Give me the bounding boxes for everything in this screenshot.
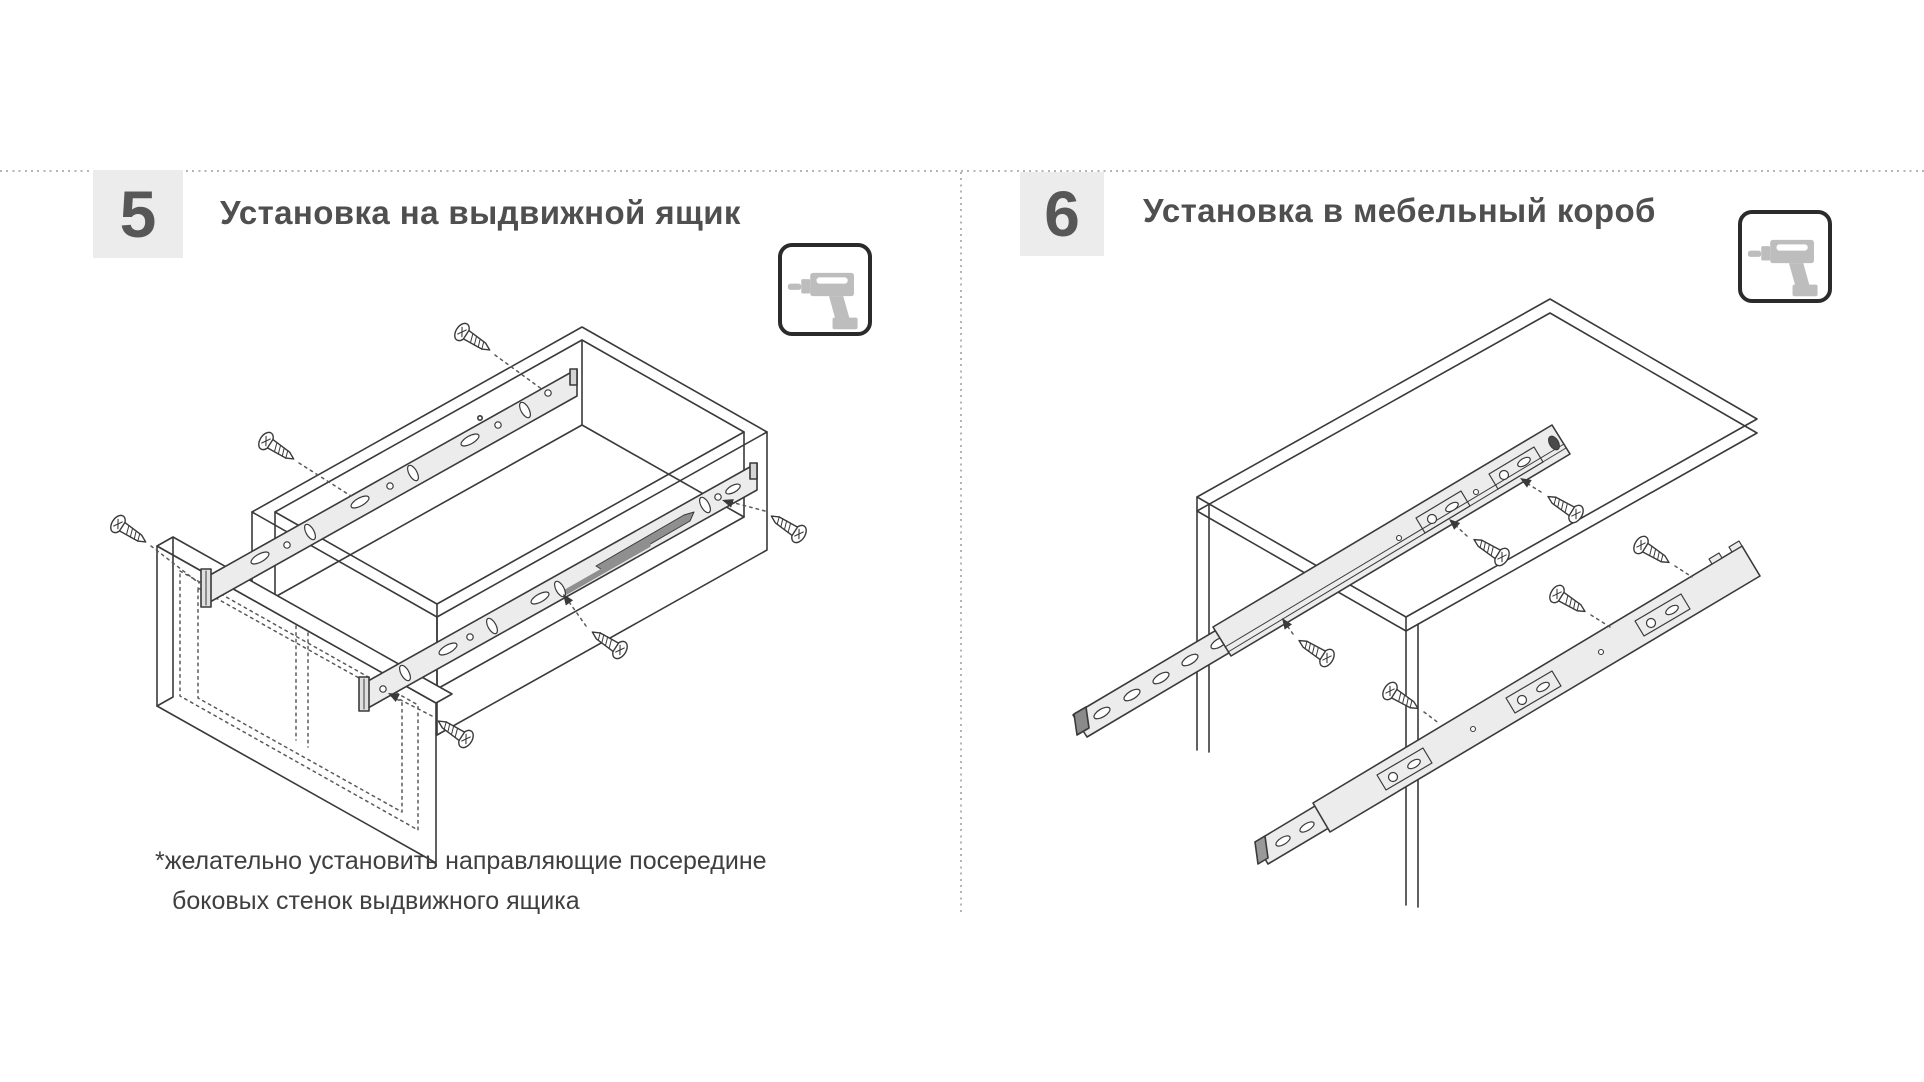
- screw-icon: [452, 321, 495, 358]
- drawer-installation-diagram: [80, 250, 840, 890]
- footnote-line-2: боковых стенок выдвижного ящика: [172, 887, 580, 915]
- screw-icon: [1631, 534, 1674, 571]
- screw-icon: [766, 508, 809, 545]
- screw-icon: [1547, 583, 1590, 620]
- footnote: [155, 841, 767, 921]
- footnote-line-1: *желательно установить направляющие посередине: [155, 847, 767, 875]
- screw-icon: [256, 430, 299, 467]
- cabinet-installation-diagram: [960, 230, 1924, 930]
- step-5-badge: [93, 170, 183, 258]
- step-5-number: 5: [119, 177, 157, 251]
- step-5-title: Установка на выдвижной ящик: [220, 194, 741, 231]
- screw-icon: [1294, 632, 1337, 669]
- screw-icon: [108, 513, 151, 550]
- screw-icon: [1380, 680, 1423, 717]
- step-6-number: 6: [1044, 178, 1080, 250]
- step-6-title: Установка в мебельный короб: [1143, 192, 1656, 229]
- horizontal-dotted-divider: [0, 170, 1924, 172]
